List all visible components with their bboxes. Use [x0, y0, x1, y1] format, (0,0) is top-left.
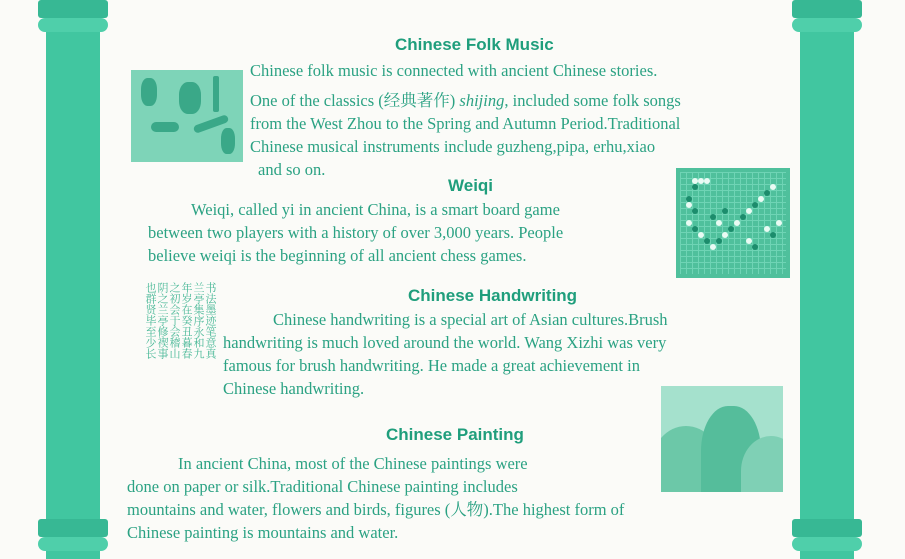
go-stone [758, 196, 764, 202]
go-stone [770, 184, 776, 190]
go-board-image [676, 168, 790, 278]
go-stone [764, 226, 770, 232]
go-stone [692, 226, 698, 232]
music-line-2c: , included some folk songs [504, 91, 681, 110]
painting-line-3: mountains and water, flowers and birds, figures (人物).The highest form of [127, 500, 625, 519]
handwriting-text [223, 308, 668, 400]
right-scroll-rod [792, 0, 862, 559]
painting-line-4: Chinese painting is mountains and water. [127, 523, 399, 542]
weiqi-line-1: Weiqi, called yi in ancient China, is a smart board game [191, 200, 560, 219]
music-line-3: from the West Zhou to the Spring and Autumn Period.Traditional [250, 114, 681, 133]
painting-text [127, 452, 624, 544]
music-line-2a: One of the classics (经典著作) [250, 91, 460, 110]
painting-line-2: done on paper or silk.Traditional Chinese painting includes [127, 477, 518, 496]
music-line-2b: shijing [459, 91, 505, 110]
weiqi-text [148, 198, 563, 267]
go-stone [716, 238, 722, 244]
go-stone [752, 244, 758, 250]
music-line-4: Chinese musical instruments include guzheng,pipa, erhu,xiao [250, 137, 656, 156]
go-stone [746, 208, 752, 214]
go-stone [692, 208, 698, 214]
go-stone [710, 214, 716, 220]
go-stone [692, 184, 698, 190]
go-stone [728, 226, 734, 232]
go-stone [722, 208, 728, 214]
painting-title: Chinese Painting [386, 425, 524, 444]
left-scroll-rod [38, 0, 108, 559]
handwriting-line-4: Chinese handwriting. [223, 379, 365, 398]
go-stone [722, 232, 728, 238]
go-stone [686, 202, 692, 208]
go-stone [704, 238, 710, 244]
calligraphy-image: 书法墨迹笔意真 兰亭集序永和九 年岁在癸丑暮春 之初会于会稽山 阴之兰亭修禊事 也群贤毕至少长 [144, 282, 217, 359]
go-stone [770, 232, 776, 238]
music-line-1: Chinese folk music is connected with ancient Chinese stories. [250, 61, 658, 80]
music-line-5: and so on. [258, 160, 326, 179]
go-stone [710, 244, 716, 250]
go-stone [698, 232, 704, 238]
handwriting-title: Chinese Handwriting [408, 286, 578, 305]
go-stone [704, 178, 710, 184]
go-stone [686, 220, 692, 226]
music-text [250, 59, 681, 181]
weiqi-line-2: between two players with a history of over 3,000 years. People [148, 223, 564, 242]
go-stone [752, 202, 758, 208]
go-stone [764, 190, 770, 196]
music-title: Chinese Folk Music [395, 35, 554, 54]
painting-line-1: In ancient China, most of the Chinese paintings were [178, 454, 528, 473]
go-stone [734, 220, 740, 226]
go-stone [740, 214, 746, 220]
weiqi-title: Weiqi [448, 176, 494, 195]
landscape-painting-image [661, 386, 783, 492]
handwriting-line-2: handwriting is much loved around the world. Wang Xizhi was very [223, 333, 667, 352]
go-stone [716, 220, 722, 226]
go-stone [776, 220, 782, 226]
handwriting-line-1: Chinese handwriting is a special art of Asian cultures.Brush [273, 310, 668, 329]
handwriting-line-3: famous for brush handwriting. He made a great achievement in [223, 356, 640, 375]
go-stone [746, 238, 752, 244]
folk-instruments-image [131, 70, 243, 162]
weiqi-line-3: believe weiqi is the beginning of all ancient chess games. [148, 246, 527, 265]
